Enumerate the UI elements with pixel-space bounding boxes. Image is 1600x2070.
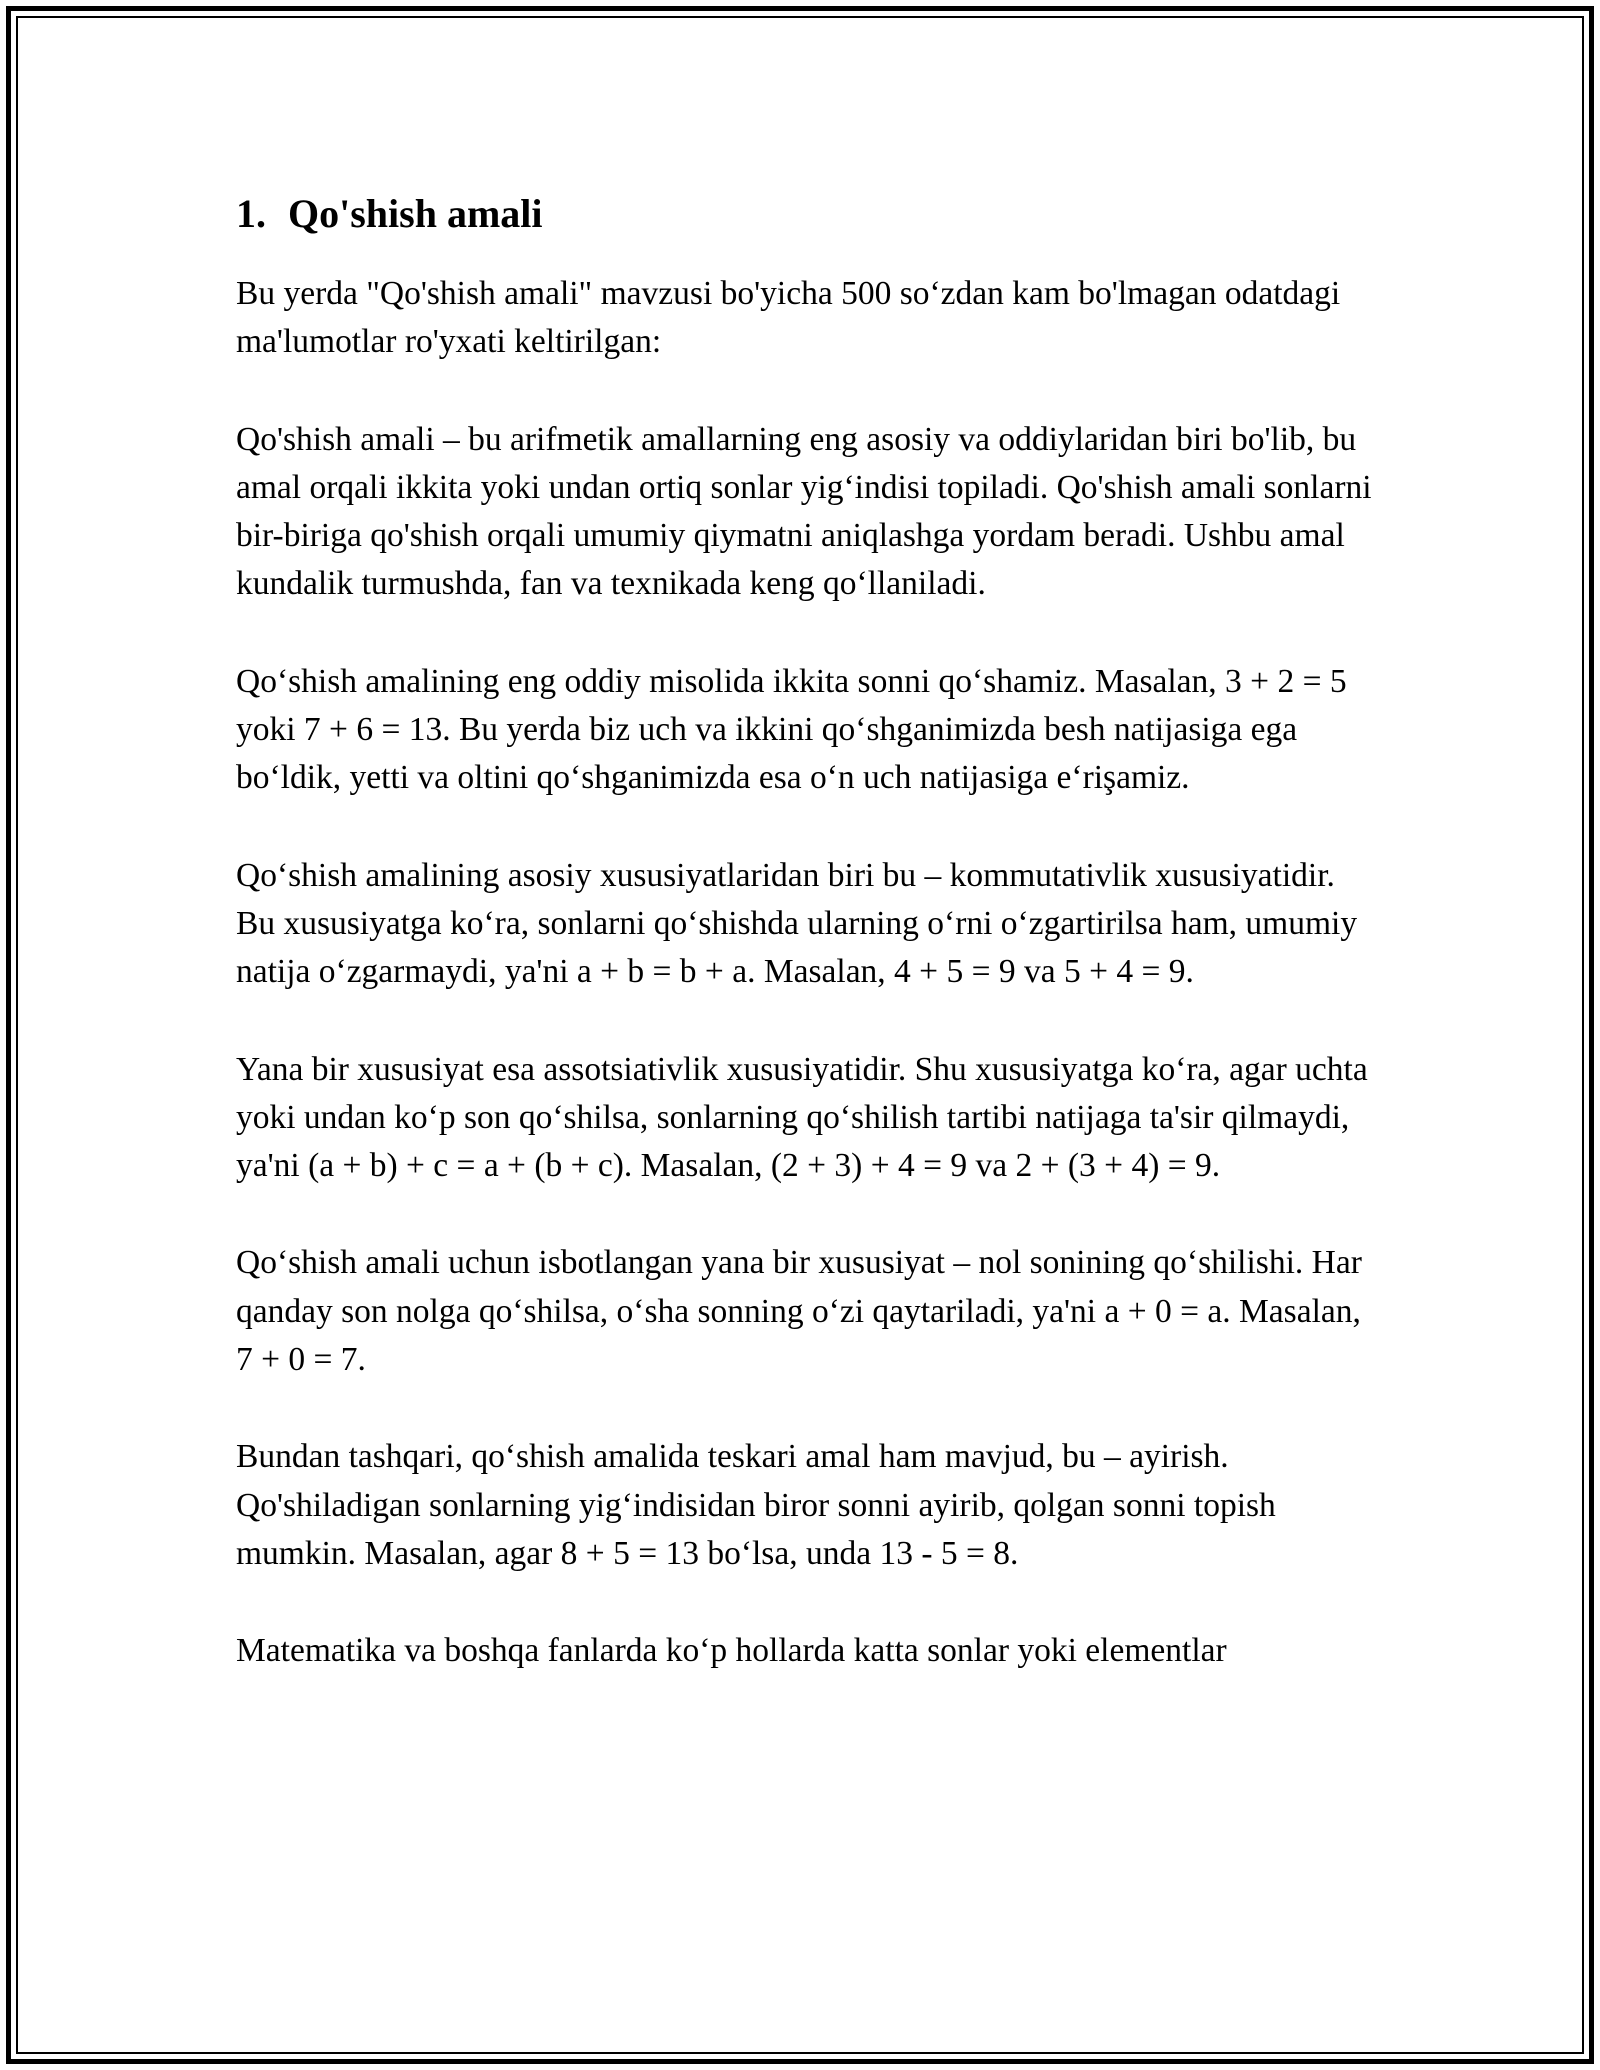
paragraph-commutative: Qo‘shish amalining asosiy xususiyatlaridan biri bu – kommutativlik xususiyatidir. Bu xususiyatga ko‘ra, sonlarni qo‘shishda ularning o‘rni o‘zgartirilsa ham, umumiy natija o‘zgarmaydi, ya'ni a + b = b + a. Masalan, 4 + 5 = 9 va 5 + 4 = 9. (236, 856, 1358, 991)
section-title: Qo'shish amali (288, 191, 543, 236)
paragraph-zero-property: Qo‘shish amali uchun isbotlangan yana bir xususiyat – nol sonining qo‘shilishi. Har qanday son nolga qo‘shilsa, o‘sha sonning o‘zi qaytariladi, ya'ni a + 0 = a. Masalan, 7 + 0 = 7. (236, 1244, 1362, 1379)
paragraph-intro: Bu yerda "Qo'shish amali" mavzusi bo'yicha 500 so‘zdan kam bo'lmagan odatdagi ma'lumotlar ro'yxati keltirilgan: (236, 275, 1341, 361)
section-heading (236, 188, 1376, 240)
document-body (236, 188, 1376, 1725)
paragraph-example: Qo‘shish amalining eng oddiy misolida ikkita sonni qo‘shamiz. Masalan, 3 + 2 = 5 yoki 7 + 6 = 13. Bu yerda biz uch va ikkini qo‘shganimizda besh natijasiga ega bo‘ldik, yetti va oltini qo‘shganimizda esa o‘n uch natijasiga e‘rişamiz. (236, 662, 1347, 797)
paragraph-associative: Yana bir xususiyat esa assotsiativlik xususiyatidir. Shu xususiyatga ko‘ra, agar uchta yoki undan ko‘p son qo‘shilsa, sonlarning qo‘shilish tartibi natijaga ta'sir qilmaydi, ya'ni (a + b) + c = a + (b + c). Masalan, (2 + 3) + 4 = 9 va 2 + (3 + 4) = 9. (236, 1050, 1368, 1185)
section-number: 1. (236, 191, 266, 236)
paragraph-definition: Qo'shish amali – bu arifmetik amallarning eng asosiy va oddiylaridan biri bo'lib, bu amal orqali ikkita yoki undan ortiq sonlar yig‘indisi topiladi. Qo'shish amali sonlarni bir-biriga qo'shish orqali umumiy qiymatni aniqlashga yordam beradi. Ushbu amal kundalik turmushda, fan va texnikada keng qo‘llaniladi. (236, 420, 1372, 603)
paragraph-inverse-operation: Bundan tashqari, qo‘shish amalida teskari amal ham mavjud, bu – ayirish. Qo'shiladigan sonlarning yig‘indisidan biror sonni ayirib, qolgan sonni topish mumkin. Masalan, agar 8 + 5 = 13 bo‘lsa, unda 13 - 5 = 8. (236, 1438, 1276, 1572)
paragraph-continuation: Matematika va boshqa fanlarda ko‘p hollarda katta sonlar yoki elementlar (236, 1632, 1227, 1670)
